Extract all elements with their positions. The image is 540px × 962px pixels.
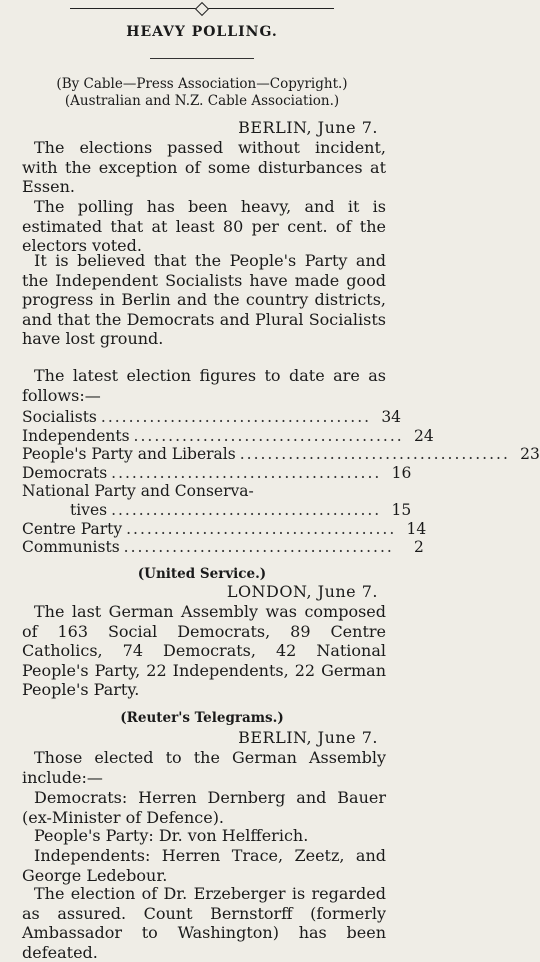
figure-row: Communists ....................................... 2 — [22, 538, 424, 557]
seat-count: 2 — [413, 538, 424, 557]
seat-count: 14 — [406, 519, 427, 538]
seat-count: 24 — [413, 426, 434, 445]
paragraph-democrats: Democrats: Herren Dernberg and Bauer (ex-Minister of Defence). — [22, 788, 386, 827]
seat-count: 23 — [520, 445, 540, 464]
paragraph-progress: It is believed that the People's Party and the Independent Socialists have made good progress in Berlin and the country districts, and that the Democrats and Plural Socialists have lost ground. — [22, 251, 386, 348]
election-figures-table — [22, 408, 540, 557]
party-name: Centre Party — [22, 519, 123, 538]
source-reuters: (Reuter's Telegrams.) — [120, 710, 284, 726]
figure-row: Socialists ....................................... 34 — [22, 408, 402, 426]
seat-count: 34 — [381, 408, 402, 426]
headline-rule — [150, 58, 254, 59]
diamond-ornament-icon — [195, 2, 209, 16]
party-name: tives — [70, 500, 108, 519]
credit-line: (By Cable—Press Association—Copyright.) — [56, 76, 348, 92]
paragraph-peoples-party: People's Party: Dr. von Helfferich. — [34, 826, 309, 845]
ornament-rule — [70, 4, 334, 14]
headline: HEAVY POLLING. — [126, 24, 278, 40]
paragraph-independents: Independents: Herren Trace, Zeetz, and George Ledebour. — [22, 846, 386, 885]
paragraph-figures-intro: The latest election figures to date are as follows:— — [22, 366, 386, 405]
paragraph-erzeberger: The election of Dr. Erzeberger is regarded as assured. Count Bernstorff (formerly Ambassador to Washington) has been defeated. — [22, 884, 386, 962]
credit-line-2: (Australian and N.Z. Cable Association.) — [64, 93, 340, 109]
party-name: National Party and Conserva- — [22, 482, 254, 501]
figure-row: tives ....................................... 15 — [22, 501, 382, 520]
party-name: Independents — [22, 426, 130, 445]
dateline-london: LONDON, June 7. — [226, 582, 378, 601]
paragraph-assembly: The last German Assembly was composed of 163 Social Democrats, 89 Centre Catholics, 74 Democrats, 42 National People's Party, 22 Independents, 22 German People's Party. — [22, 602, 386, 699]
figure-row: Centre Party ....................................... 14 — [22, 519, 427, 538]
figure-row — [22, 482, 382, 501]
party-name: Democrats — [22, 463, 108, 482]
paragraph-elected: Those elected to the German Assembly include:— — [22, 748, 386, 787]
figure-row: Independents ....................................... 24 — [22, 426, 434, 445]
seat-count: 16 — [391, 463, 412, 482]
figure-row: People's Party and Liberals ....................................... 23 — [22, 445, 540, 464]
figure-row: Democrats ....................................... 16 — [22, 463, 412, 482]
party-name: Socialists — [22, 408, 97, 426]
party-name: People's Party and Liberals — [22, 445, 236, 464]
dateline-berlin-2: BERLIN, June 7. — [238, 728, 378, 747]
source-united-service: (United Service.) — [137, 566, 267, 582]
paragraph-polling: The polling has been heavy, and it is estimated that at least 80 per cent. of the electors voted. — [22, 197, 386, 255]
dateline-berlin: BERLIN, June 7. — [238, 118, 378, 137]
party-name: Communists — [22, 538, 120, 557]
seat-count: 15 — [391, 500, 412, 519]
paragraph-elections: The elections passed without incident, with the exception of some disturbances at Essen. — [22, 138, 386, 196]
